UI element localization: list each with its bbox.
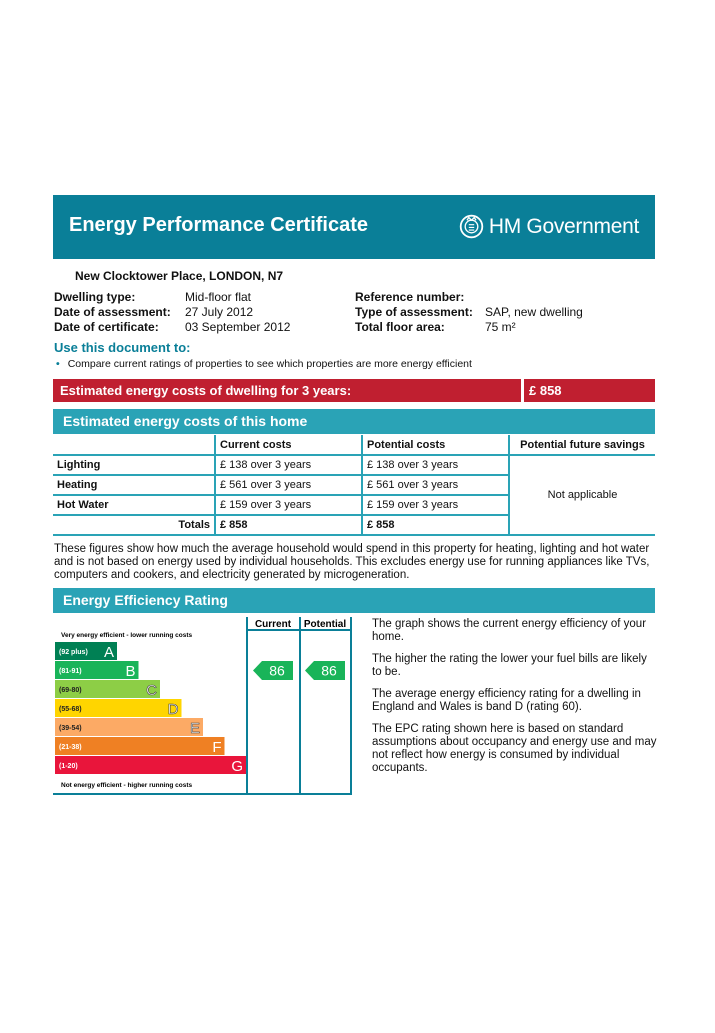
band-range-e: (39-54) <box>59 725 82 732</box>
government-name: HM Government <box>488 214 639 238</box>
band-letter-d: D <box>167 701 179 718</box>
description-paragraph: The higher the rating the lower your fuel bills are likely to be. <box>372 653 647 678</box>
detail-row <box>355 290 583 305</box>
band-letter-a: A <box>103 644 114 661</box>
potential-cost: £ 159 over 3 years <box>362 495 509 515</box>
description-paragraph: The graph shows the current energy efficiency of your home. <box>372 618 647 643</box>
potential-rating-value: 86 <box>321 662 337 679</box>
detail-row <box>355 305 583 320</box>
bottom-note: Not energy efficient - higher running costs <box>61 782 193 789</box>
description-paragraph: The average energy efficiency rating for a dwelling in England and Wales is band D (rating 60). <box>372 688 641 713</box>
band-range-a: (92 plus) <box>59 649 88 656</box>
row-label: Heating <box>53 475 215 495</box>
description-paragraph: The EPC rating shown here is based on standard assumptions about occupancy and energy use and may not reflect how energy is consumed by individual occupants. <box>372 723 657 774</box>
current-cost: £ 561 over 3 years <box>215 475 362 495</box>
government-logo <box>458 213 639 240</box>
detail-label: Date of certificate: <box>54 320 159 334</box>
current-cost: £ 159 over 3 years <box>215 495 362 515</box>
current-header: Current <box>254 619 292 630</box>
estimated-total-value: £ 858 <box>529 383 562 398</box>
band-range-b: (81-91) <box>59 668 82 675</box>
detail-row <box>54 305 290 320</box>
efficiency-rating-chart <box>53 617 353 795</box>
totals-current: £ 858 <box>215 515 362 535</box>
royal-crest-icon <box>458 213 485 240</box>
use-document-bullet <box>56 358 472 370</box>
column-header: Potential future savings <box>509 435 655 455</box>
detail-label: Type of assessment: <box>355 305 473 319</box>
detail-label: Reference number: <box>355 290 465 304</box>
dwelling-details <box>54 290 290 335</box>
potential-cost: £ 561 over 3 years <box>362 475 509 495</box>
costs-note: These figures show how much the average household would spend in this property for heating, lighting and hot water and is not based on energy used by individual households. This excludes energy use for running appliances like TVs, computers and cookers, and electricity generated by microgeneration. <box>54 543 650 581</box>
band-range-d: (55-68) <box>59 706 82 713</box>
band-letter-f: F <box>212 739 222 756</box>
rating-bands <box>55 642 246 775</box>
top-note: Very energy efficient - lower running costs <box>61 632 193 639</box>
certificate-title: Energy Performance Certificate <box>69 214 369 236</box>
certificate-header <box>53 195 655 259</box>
current-cost: £ 138 over 3 years <box>215 455 362 475</box>
efficiency-section-title: Energy Efficiency Rating <box>53 588 655 613</box>
band-range-f: (21-38) <box>59 744 82 751</box>
current-rating-value: 86 <box>269 662 285 679</box>
future-savings: Not applicable <box>509 455 655 535</box>
efficiency-description <box>372 618 657 784</box>
column-header: Potential costs <box>362 435 509 455</box>
band-letter-e: E <box>189 720 200 737</box>
band-letter-g: G <box>231 758 243 775</box>
column-header: Current costs <box>215 435 362 455</box>
bullet-icon: • <box>56 358 60 370</box>
potential-header: Potential <box>303 619 347 630</box>
band-g <box>55 756 246 774</box>
detail-value: 27 July 2012 <box>185 305 254 319</box>
assessment-details <box>355 290 583 335</box>
estimated-total-label: Estimated energy costs of dwelling for 3 years: <box>60 383 352 398</box>
use-document-heading: Use this document to: <box>54 340 191 355</box>
row-label: Lighting <box>53 455 215 475</box>
band-range-c: (69-80) <box>59 687 82 694</box>
costs-section-title: Estimated energy costs of this home <box>53 409 655 434</box>
detail-row <box>54 320 290 335</box>
table-row <box>53 455 655 475</box>
property-address: New Clocktower Place, LONDON, N7 <box>75 269 284 283</box>
band-range-g: (1-20) <box>59 763 78 770</box>
detail-label: Dwelling type: <box>54 290 136 304</box>
detail-row <box>54 290 290 305</box>
divider <box>521 379 524 402</box>
detail-value: 03 September 2012 <box>185 320 291 334</box>
bullet-text: Compare current ratings of properties to see which properties are more energy efficient <box>67 358 472 370</box>
detail-value: Mid-floor flat <box>185 290 252 304</box>
detail-row <box>355 320 583 335</box>
totals-label: Totals <box>53 515 215 535</box>
costs-table <box>53 435 655 536</box>
detail-value: SAP, new dwelling <box>485 305 583 319</box>
totals-potential: £ 858 <box>362 515 509 535</box>
band-letter-b: B <box>125 663 136 680</box>
column-header <box>53 435 215 455</box>
detail-label: Total floor area: <box>355 320 445 334</box>
detail-value: 75 m² <box>485 320 516 334</box>
row-label: Hot Water <box>53 495 215 515</box>
potential-cost: £ 138 over 3 years <box>362 455 509 475</box>
band-letter-c: C <box>146 682 157 699</box>
table-header-row <box>53 435 655 455</box>
detail-label: Date of assessment: <box>54 305 171 319</box>
estimated-total-bar <box>53 379 655 402</box>
